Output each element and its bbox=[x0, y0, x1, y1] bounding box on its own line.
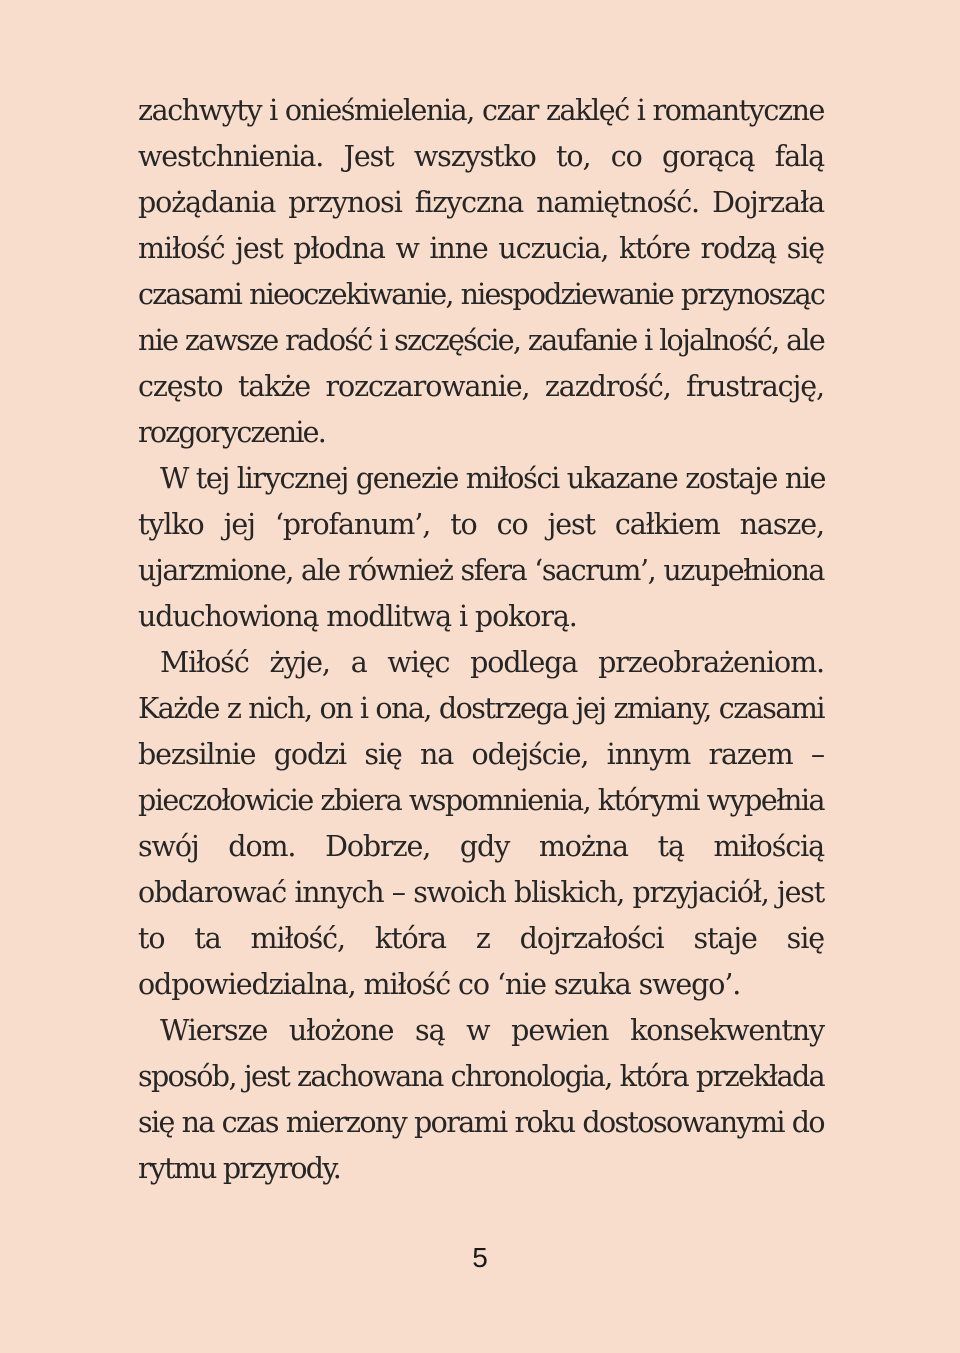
text-line: czasami nieoczekiwanie, niespodziewanie przynosząc bbox=[138, 278, 824, 311]
text-line: ujarzmione, ale również sfera ‘sacrum’, uzupełniona bbox=[138, 554, 824, 587]
text-line: nie zawsze radość i szczęście, zaufanie i lojalność, ale bbox=[138, 324, 824, 357]
text-line: często także rozczarowanie, zazdrość, frustrację, bbox=[138, 370, 824, 403]
text-line: rytmu przyrody. bbox=[138, 1152, 341, 1185]
body-text bbox=[138, 88, 824, 1192]
text-line: westchnienia. Jest wszystko to, co gorącą falą bbox=[138, 140, 824, 173]
page-number: 5 bbox=[472, 1242, 488, 1273]
text-line: odpowiedzialna, miłość co ‘nie szuka swego’. bbox=[138, 968, 741, 1001]
text-line: miłość jest płodna w inne uczucia, które rodzą się bbox=[138, 232, 824, 265]
text-line: swój dom. Dobrze, gdy można tą miłością bbox=[138, 830, 824, 863]
text-line: Miłość żyje, a więc podlega przeobrażeniom. bbox=[160, 646, 824, 679]
text-line: Wiersze ułożone są w pewien konsekwentny bbox=[160, 1014, 824, 1047]
text-line: rozgoryczenie. bbox=[138, 416, 325, 449]
text-line: to ta miłość, która z dojrzałości staje się bbox=[138, 922, 824, 955]
text-line: sposób, jest zachowana chronologia, która przekłada bbox=[138, 1060, 824, 1093]
text-line: uduchowioną modlitwą i pokorą. bbox=[138, 600, 577, 633]
text-line: pożądania przynosi fizyczna namiętność. Dojrzała bbox=[138, 186, 824, 219]
text-line: pieczołowicie zbiera wspomnienia, którymi wypełnia bbox=[138, 784, 824, 817]
text-line: W tej lirycznej genezie miłości ukazane zostaje nie bbox=[160, 462, 826, 495]
text-line: zachwyty i onieśmielenia, czar zaklęć i romantyczne bbox=[138, 94, 824, 127]
text-line: obdarować innych – swoich bliskich, przyjaciół, jest bbox=[138, 876, 824, 909]
text-line: Każde z nich, on i ona, dostrzega jej zmiany, czasami bbox=[138, 692, 824, 725]
text-line: bezsilnie godzi się na odejście, innym razem – bbox=[138, 738, 824, 771]
text-line: się na czas mierzony porami roku dostosowanymi do bbox=[138, 1106, 824, 1139]
text-line: tylko jej ‘profanum’, to co jest całkiem nasze, bbox=[138, 508, 824, 541]
